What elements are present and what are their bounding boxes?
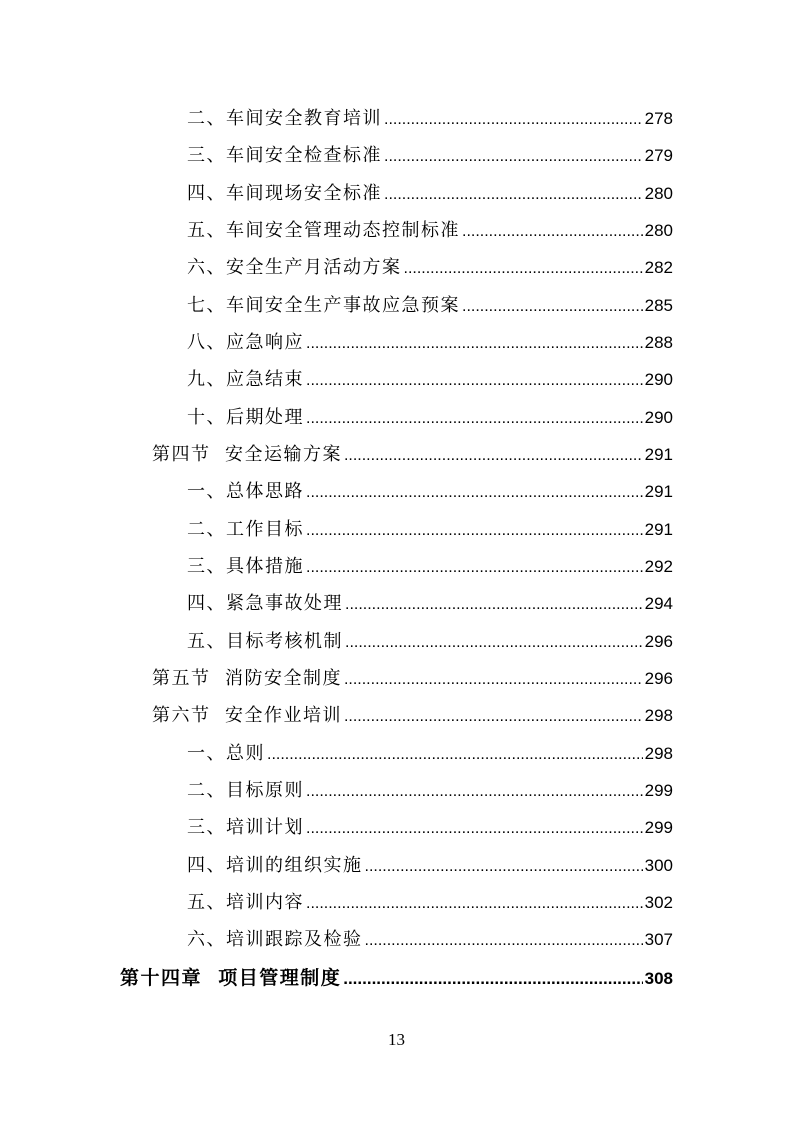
toc-entry-title: 八、应急响应 [187,332,304,353]
toc-section-entry[interactable] [152,664,673,694]
toc-dot-leader [306,329,643,359]
toc-entry[interactable] [187,552,673,582]
toc-entry[interactable] [187,253,673,283]
toc-dot-leader [462,292,643,322]
toc-dot-leader [343,964,642,994]
toc-entry-title: 一、总体思路 [187,481,304,502]
toc-entry[interactable] [187,104,673,134]
toc-dot-leader [345,590,643,620]
toc-section-entry[interactable] [152,440,673,470]
toc-entry-page: 308 [644,969,673,988]
toc-entry[interactable] [187,776,673,806]
toc-entry-page: 288 [644,333,673,352]
toc-entry-page: 282 [644,258,673,277]
toc-entry-title: 三、车间安全检查标准 [187,145,382,166]
toc-entry-title: 一、总则 [187,743,265,764]
toc-entry-title: 七、车间安全生产事故应急预案 [187,295,460,316]
toc-entry[interactable] [187,739,673,769]
toc-entry-title: 第五节 消防安全制度 [152,668,342,689]
toc-entry-page: 294 [644,594,673,613]
toc-dot-leader [267,740,643,770]
toc-dot-leader [344,665,643,695]
toc-dot-leader [306,478,643,508]
toc-entry-title: 三、培训计划 [187,817,304,838]
toc-entry-page: 285 [644,296,673,315]
toc-entry[interactable] [187,328,673,358]
toc-dot-leader [365,926,643,956]
toc-entry-title: 第六节 安全作业培训 [152,705,342,726]
toc-entry-page: 280 [644,221,673,240]
toc-dot-leader [344,441,643,471]
toc-entry-title: 四、紧急事故处理 [187,593,343,614]
toc-entry-page: 302 [644,893,673,912]
toc-entry[interactable] [187,291,673,321]
toc-dot-leader [306,814,643,844]
toc-entry[interactable] [187,851,673,881]
toc-entry[interactable] [187,179,673,209]
toc-entry[interactable] [187,141,673,171]
toc-entry-page: 296 [644,669,673,688]
toc-dot-leader [384,105,643,135]
toc-entry-page: 280 [644,184,673,203]
toc-entry[interactable] [187,589,673,619]
toc-entry-title: 六、培训跟踪及检验 [187,929,363,950]
toc-dot-leader [306,889,643,919]
toc-entry-title: 五、培训内容 [187,892,304,913]
toc-entry-page: 300 [644,856,673,875]
toc-dot-leader [404,254,643,284]
toc-entry-page: 307 [644,930,673,949]
toc-entry-page: 298 [644,706,673,725]
toc-dot-leader [384,142,643,172]
toc-dot-leader [345,628,643,658]
toc-entry[interactable] [187,627,673,657]
toc-dot-leader [306,366,643,396]
toc-entry-page: 299 [644,818,673,837]
toc-entry-page: 298 [644,744,673,763]
toc-entry[interactable] [187,216,673,246]
toc-entry-page: 290 [644,408,673,427]
toc-dot-leader [306,553,643,583]
toc-dot-leader [306,516,643,546]
toc-dot-leader [344,702,643,732]
toc-entry-page: 292 [644,557,673,576]
toc-dot-leader [306,777,643,807]
toc-chapter-entry[interactable] [120,963,673,993]
toc-entry-title: 五、目标考核机制 [187,631,343,652]
toc-entry-page: 296 [644,632,673,651]
toc-entry[interactable] [187,515,673,545]
toc-entry-title: 四、车间现场安全标准 [187,183,382,204]
toc-entry-title: 五、车间安全管理动态控制标准 [187,220,460,241]
toc-entry-title: 十、后期处理 [187,407,304,428]
toc-entry-page: 279 [644,146,673,165]
toc-entry-title: 六、安全生产月活动方案 [187,257,402,278]
toc-dot-leader [384,180,643,210]
toc-entry-page: 291 [644,445,673,464]
toc-dot-leader [365,852,643,882]
toc-entry[interactable] [187,813,673,843]
toc-entry-title: 四、培训的组织实施 [187,855,363,876]
toc-entry-title: 九、应急结束 [187,369,304,390]
toc-entry[interactable] [187,403,673,433]
toc-entry-title: 三、具体措施 [187,556,304,577]
toc-entry-title: 二、目标原则 [187,780,304,801]
toc-entry-page: 278 [644,109,673,128]
toc-entry-page: 291 [644,520,673,539]
toc-entry-page: 290 [644,370,673,389]
toc-entry[interactable] [187,925,673,955]
toc-dot-leader [462,217,643,247]
toc-entry-page: 299 [644,781,673,800]
page-number: 13 [388,1030,405,1049]
toc-entry[interactable] [187,888,673,918]
toc-entry[interactable] [187,365,673,395]
toc-entry-page: 291 [644,482,673,501]
toc-dot-leader [306,404,643,434]
toc-section-entry[interactable] [152,701,673,731]
toc-entry-title: 第四节 安全运输方案 [152,444,342,465]
toc-entry-title: 二、车间安全教育培训 [187,108,382,129]
toc-entry-title: 第十四章 项目管理制度 [120,967,342,989]
toc-entry[interactable] [187,477,673,507]
toc-entry-title: 二、工作目标 [187,519,304,540]
